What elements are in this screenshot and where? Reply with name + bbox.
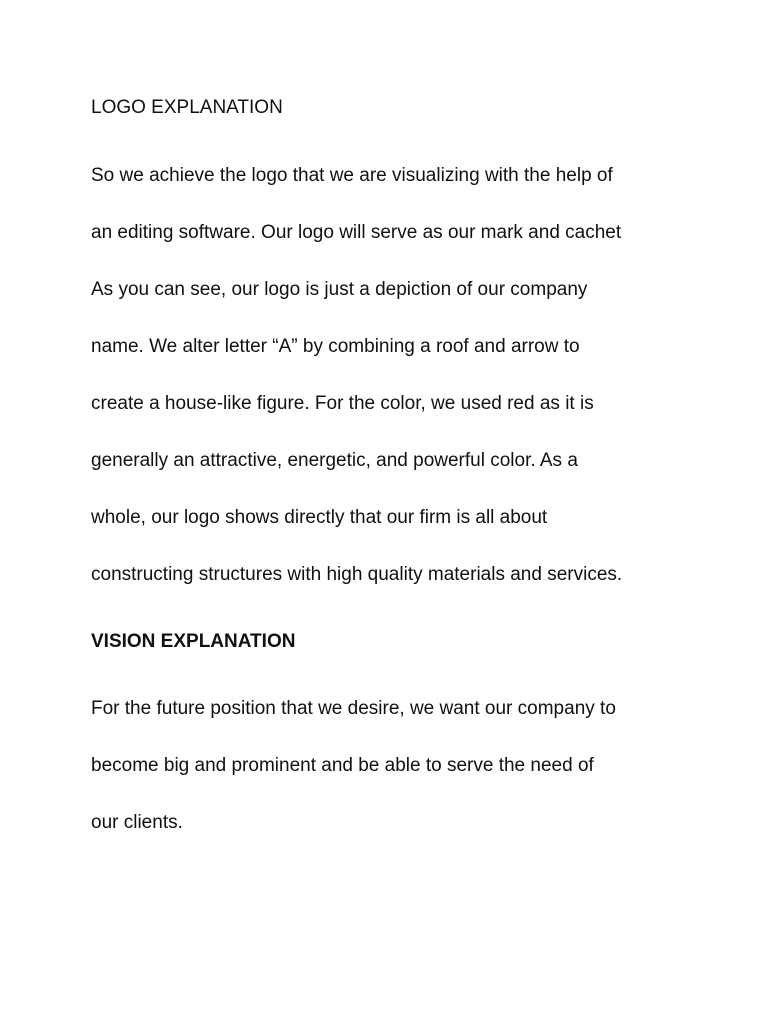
logo-paragraph-line: whole, our logo shows directly that our firm is all about — [91, 507, 548, 528]
logo-paragraph-line: name. We alter letter “A” by combining a roof and arrow to — [91, 336, 580, 357]
logo-paragraph-line: create a house-like figure. For the color, we used red as it is — [91, 393, 594, 414]
logo-paragraph-line: generally an attractive, energetic, and powerful color. As a — [91, 450, 578, 471]
logo-paragraph-line: As you can see, our logo is just a depiction of our company — [91, 279, 588, 300]
document-body — [91, 0, 731, 1024]
vision-paragraph-line: our clients. — [91, 812, 183, 833]
vision-paragraph-line: become big and prominent and be able to serve the need of — [91, 755, 594, 776]
logo-paragraph-line: constructing structures with high quality materials and services. — [91, 564, 623, 585]
logo-explanation-heading: LOGO EXPLANATION — [91, 97, 283, 118]
vision-paragraph-line: For the future position that we desire, we want our company to — [91, 698, 616, 719]
logo-paragraph-line: an editing software. Our logo will serve as our mark and cachet — [91, 222, 622, 243]
logo-paragraph-line: So we achieve the logo that we are visualizing with the help of — [91, 165, 613, 186]
vision-explanation-heading: VISION EXPLANATION — [91, 631, 296, 652]
